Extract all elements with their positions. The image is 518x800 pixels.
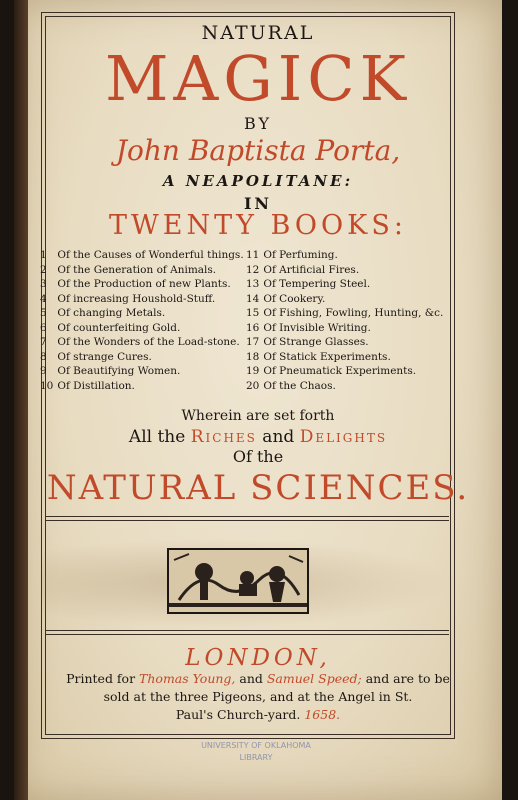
contents-item-number: 1 xyxy=(40,249,47,261)
imprint-printed-for: Printed for xyxy=(66,671,140,686)
contents-item xyxy=(40,292,260,307)
contents-item-text: Of Artificial Fires. xyxy=(263,263,360,276)
contents-item xyxy=(246,292,486,307)
natural-sciences-line: NATURAL SCIENCES. xyxy=(46,468,470,508)
contents-item-text: Of Statick Experiments. xyxy=(263,350,391,363)
title-line-books: TWENTY BOOKS: xyxy=(109,210,407,241)
contents-item xyxy=(246,379,486,394)
riches-part-c: and xyxy=(256,427,300,447)
contents-item-number: 16 xyxy=(246,321,260,334)
imprint-churchyard: Paul's Church-yard. xyxy=(175,707,305,722)
imprint-line-3 xyxy=(34,706,482,724)
contents-item xyxy=(40,335,260,350)
contents-item-number: 15 xyxy=(246,307,260,319)
woodcut-illustration xyxy=(167,548,309,614)
contents-item xyxy=(40,248,260,263)
contents-item-text: Of Distillation. xyxy=(57,379,135,392)
contents-item-text: Of strange Cures. xyxy=(57,350,152,363)
contents-item-number: 20 xyxy=(246,379,260,392)
printer-young: Thomas Young, xyxy=(139,671,236,686)
contents-item-number: 4 xyxy=(40,292,47,305)
contents-item-text: Of counterfeiting Gold. xyxy=(57,321,181,334)
contents-item xyxy=(246,277,486,292)
contents-item-number: 13 xyxy=(246,278,260,290)
contents-item-text: Of the Wonders of the Load-stone. xyxy=(57,336,240,348)
contents-item-text: Of Invisible Writing. xyxy=(263,321,371,334)
contents-item xyxy=(40,277,260,292)
contents-item xyxy=(40,379,260,394)
imprint-and: and xyxy=(235,671,267,686)
rule-lower-2 xyxy=(45,634,449,635)
contents-item xyxy=(246,335,486,350)
title-line-magick: MAGICK xyxy=(104,42,412,115)
delights-word: Delights xyxy=(299,427,388,447)
contents-item-number: 11 xyxy=(246,249,260,261)
contents-item-number: 3 xyxy=(40,278,47,290)
contents-item-number: 12 xyxy=(246,263,260,276)
rule-lower xyxy=(45,630,449,631)
imprint-to-be: and are to be xyxy=(361,671,450,686)
contents-item xyxy=(246,321,486,336)
imprint-line-1 xyxy=(34,670,482,688)
contents-item xyxy=(246,364,486,379)
contents-item-number: 8 xyxy=(40,350,47,363)
contents-item-number: 19 xyxy=(246,365,260,377)
contents-item xyxy=(40,321,260,336)
contents-item-text: Of increasing Houshold-Stuff. xyxy=(57,292,216,305)
title-line-by: BY xyxy=(243,114,273,133)
stamp-line-1: UNIVERSITY OF OKLAHOMA xyxy=(201,741,311,750)
contents-item-text: Of Tempering Steel. xyxy=(263,278,371,290)
contents-item xyxy=(246,350,486,365)
printer-speed: Samuel Speed; xyxy=(266,671,362,686)
contents-left-column xyxy=(40,248,260,393)
title-page xyxy=(14,0,502,800)
contents-item-number: 2 xyxy=(40,263,47,276)
contents-item-text: Of Beautifying Women. xyxy=(57,365,181,377)
riches-word: Riches xyxy=(190,427,257,447)
contents-item-number: 6 xyxy=(40,321,47,334)
title-line-natural: NATURAL xyxy=(201,22,315,44)
contents-item xyxy=(40,263,260,278)
wherein-line: Wherein are set forth xyxy=(181,408,335,424)
contents-item-number: 18 xyxy=(246,350,260,363)
contents-item-number: 7 xyxy=(40,336,47,348)
contents-right-column xyxy=(246,248,486,393)
contents-item-text: Of Strange Glasses. xyxy=(263,336,369,348)
of-the-line: Of the xyxy=(232,447,284,466)
contents-item-text: Of Fishing, Fowling, Hunting, &c. xyxy=(263,307,444,319)
contents-item-text: Of changing Metals. xyxy=(57,307,166,319)
contents-item-number: 10 xyxy=(40,379,54,392)
imprint-city: LONDON, xyxy=(185,645,331,671)
contents-item-text: Of the Causes of Wonderful things. xyxy=(57,249,244,261)
contents-item xyxy=(246,248,486,263)
rule-upper-2 xyxy=(45,520,449,521)
contents-item-text: Of the Generation of Animals. xyxy=(57,263,217,276)
contents-item-number: 9 xyxy=(40,365,47,377)
contents-item-text: Of the Chaos. xyxy=(263,379,336,392)
rule-upper xyxy=(45,516,449,517)
contents-item xyxy=(246,306,486,321)
author-name: John Baptista Porta, xyxy=(115,134,401,167)
author-origin: A NEAPOLITANE: xyxy=(162,172,354,190)
riches-line xyxy=(14,427,502,447)
contents-item-text: Of Perfuming. xyxy=(263,249,338,261)
contents-item xyxy=(40,306,260,321)
contents-item xyxy=(246,263,486,278)
contents-item-text: Of the Production of new Plants. xyxy=(57,278,231,290)
contents-item-number: 5 xyxy=(40,307,47,319)
contents-item-number: 14 xyxy=(246,292,260,305)
riches-part-a: All the xyxy=(128,427,191,447)
contents-item xyxy=(40,350,260,365)
title-line-in: IN xyxy=(243,194,273,213)
stamp-line-2: LIBRARY xyxy=(239,753,273,762)
contents-item xyxy=(40,364,260,379)
imprint-line-2: sold at the three Pigeons, and at the Angel in St. xyxy=(103,689,413,704)
library-stamp xyxy=(192,740,320,770)
contents-item-text: Of Cookery. xyxy=(263,292,326,305)
imprint-year: 1658. xyxy=(304,707,341,722)
contents-item-number: 17 xyxy=(246,336,260,348)
contents-item-text: Of Pneumatick Experiments. xyxy=(263,365,417,377)
